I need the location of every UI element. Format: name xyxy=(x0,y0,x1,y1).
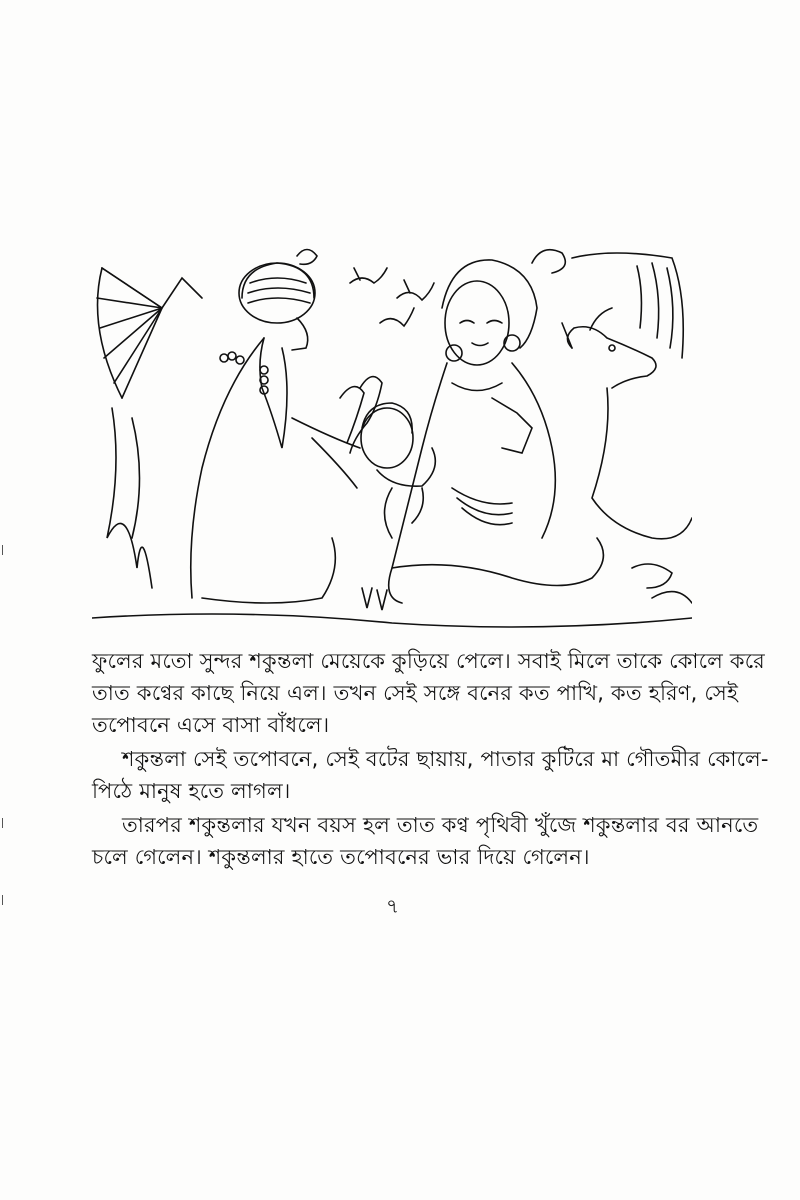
birds xyxy=(350,268,434,326)
text-line: তারপর শকুন্তলার যখন বয়স হল তাত কণ্ব পৃথিবী খুঁজে শকুন্তলার বর আনতে xyxy=(122,813,759,837)
paragraph-1 xyxy=(92,645,765,741)
text-line: পিঠে মানুষ হতে লাগল। xyxy=(92,779,291,803)
story-text xyxy=(92,645,769,873)
text-line: শকুন্তলা সেই তপোবনে, সেই বটের ছায়ায়, পাতার কুটিরে মা গৌতমীর কোলে- xyxy=(122,747,769,771)
foliage xyxy=(532,250,692,603)
text-line: চলে গেলেন। শকুন্তলার হাতে তপোবনের ভার দিয়ে গেলেন। xyxy=(92,845,590,869)
paragraph-2 xyxy=(92,743,769,807)
paragraph-3 xyxy=(92,809,759,873)
ink-drawing xyxy=(92,238,692,638)
margin-mark xyxy=(2,818,9,828)
margin-mark xyxy=(2,545,9,555)
mother-figure xyxy=(389,260,604,603)
parasol xyxy=(97,268,202,398)
margin-mark xyxy=(2,895,9,905)
sage-figure xyxy=(191,250,382,604)
text-line: তপোবনে এসে বাসা বাঁধলে। xyxy=(92,713,330,737)
page-number: ৭ xyxy=(386,894,400,918)
baby-figure xyxy=(361,403,435,538)
ground-line xyxy=(92,614,692,627)
tree-trunk xyxy=(107,408,152,588)
story-illustration xyxy=(92,238,692,638)
text-line: তাত কণ্বের কাছে নিয়ে এল। তখন সেই সঙ্গে বনের কত পাখি, কত হরিণ, সেই xyxy=(92,681,739,705)
text-line: ফুলের মতো সুন্দর শকুন্তলা মেয়েকে কুড়িয়ে পেলে। সবাই মিলে তাকে কোলে করে xyxy=(92,649,765,673)
deer-figure xyxy=(562,308,692,539)
